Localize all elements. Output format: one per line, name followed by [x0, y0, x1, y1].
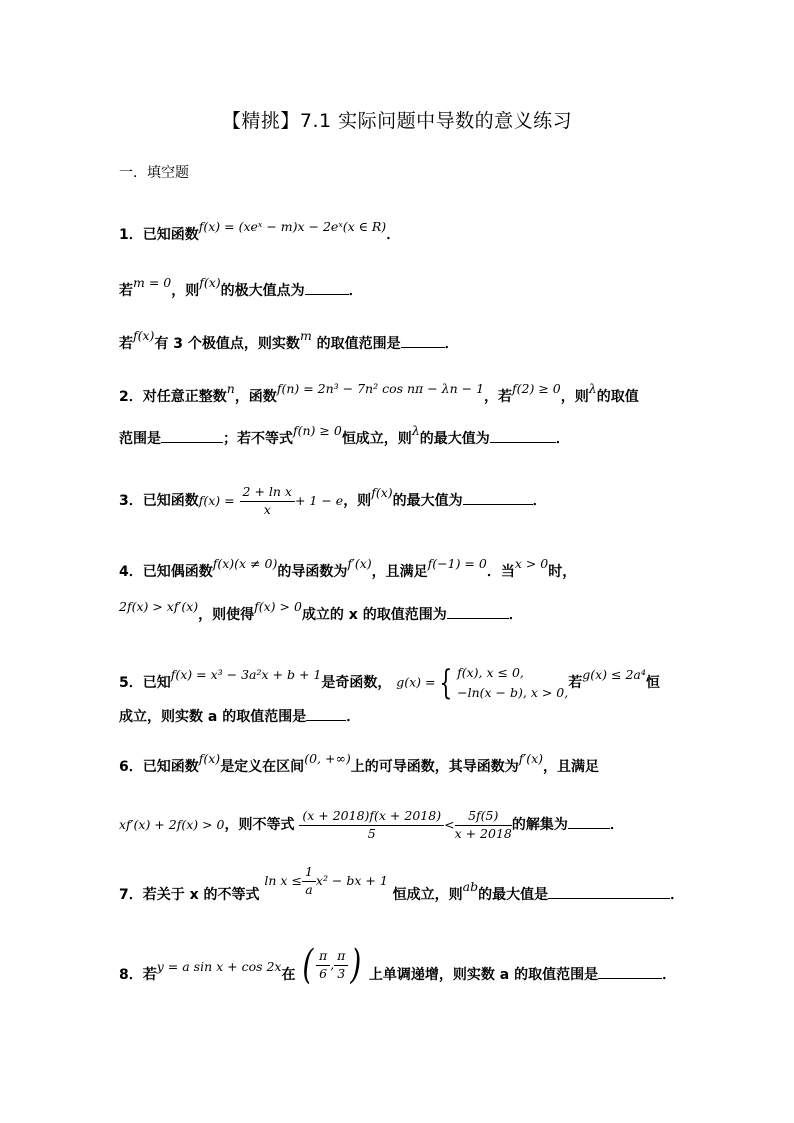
q3-lhs: f(x) =: [198, 493, 235, 508]
q7-fraction: [302, 866, 316, 896]
answer-blank[interactable]: [161, 430, 223, 443]
q4-text: ，且满足: [371, 564, 428, 580]
q7-numerator: 1: [302, 866, 316, 882]
page-title: 【精挑】7.1 实际问题中导数的意义练习: [221, 110, 573, 132]
q5-text: 若: [568, 675, 583, 691]
q7-product: ab: [462, 879, 479, 894]
q8-numerator-1: π: [316, 950, 330, 966]
q3-expression-rest: + 1 − e: [294, 493, 344, 508]
question-3-line-1: [119, 486, 547, 516]
question-4-line-1: [119, 556, 577, 580]
q1-suffix: ．: [386, 227, 401, 243]
q8-numerator-2: π: [334, 950, 348, 966]
q7-text: ．: [670, 887, 685, 903]
q8-text: ．: [662, 967, 677, 983]
question-5-line-1: [119, 663, 660, 703]
q7-text: 的最大值是: [478, 887, 549, 903]
q3-function: f(x): [371, 485, 393, 500]
question-8-line-1: [119, 942, 677, 995]
q6-text: ，则不等式: [224, 817, 295, 833]
q1-condition: m = 0: [133, 275, 172, 290]
q1-text: 的取值范围是: [311, 336, 401, 352]
answer-blank[interactable]: [447, 606, 509, 619]
q5-condition: g(x) ≤ 2a⁴: [582, 667, 646, 682]
q2-text: 的最大值为: [419, 431, 490, 447]
q6-less-than: <: [444, 817, 455, 832]
q1-text: ，则: [171, 283, 200, 299]
q2-variable: λ: [411, 423, 420, 438]
q6-fraction-left: [299, 810, 444, 840]
question-6-line-2: [119, 810, 624, 840]
q3-prefix: 3．已知函数: [119, 493, 199, 509]
q1-function: f(x): [199, 275, 221, 290]
q3-denominator: x: [263, 501, 271, 517]
q8-fraction-2: [334, 950, 348, 980]
answer-blank[interactable]: [306, 708, 346, 721]
q2-text: 范围是: [119, 431, 161, 447]
q6-prefix: 6．已知函数: [119, 759, 199, 775]
q2-variable: λ: [588, 381, 597, 396]
answer-blank[interactable]: [463, 492, 533, 505]
q6-numerator-right: 5f(5): [455, 810, 512, 826]
q3-text: ，则: [343, 493, 372, 509]
q6-condition: xf′(x) + 2f(x) > 0: [119, 817, 225, 832]
q1-text: ．: [348, 283, 363, 299]
q1-text: ．: [444, 336, 459, 352]
q4-text: 时，: [548, 564, 577, 580]
q6-fraction-right: [455, 810, 512, 840]
q4-condition: f(−1) = 0: [427, 556, 487, 571]
q6-text: 上的可导函数，其导函数为: [350, 759, 519, 775]
q7-prefix: 7．若关于 x 的不等式: [119, 887, 260, 903]
answer-blank[interactable]: [598, 966, 662, 979]
q4-function: f(x)(x ≠ 0): [212, 556, 278, 571]
q3-text: 的最大值为: [392, 493, 463, 509]
q2-text: ，函数: [234, 389, 277, 405]
q2-text: ；若不等式: [223, 431, 293, 447]
q4-text: 的导函数为: [277, 564, 348, 580]
q6-text: 的解集为: [511, 817, 568, 833]
q6-text: ．: [609, 817, 624, 833]
q5-text: 是奇函数，: [321, 675, 392, 691]
question-1-line-2: [119, 275, 363, 299]
q4-text: 成立的 x 的取值范围为: [301, 607, 447, 623]
q5-text: 成立，则实数 a 的取值范围是: [119, 709, 307, 725]
q7-text: 恒成立，则: [392, 887, 463, 903]
answer-blank[interactable]: [401, 335, 445, 348]
q1-variable: m: [299, 328, 312, 343]
q2-prefix: 2．对任意正整数: [119, 389, 227, 405]
answer-blank[interactable]: [568, 816, 610, 829]
q5-cases: [457, 663, 568, 703]
q2-condition: f(n) ≥ 0: [293, 423, 342, 438]
q6-text: ，且满足: [543, 759, 600, 775]
q5-prefix: 5．已知: [119, 675, 171, 691]
q5-case-1: f(x), x ≤ 0,: [457, 665, 524, 680]
q6-function: f(x): [198, 751, 221, 766]
q2-text: ，若: [484, 389, 513, 405]
q5-expression: f(x) = x³ − 3a²x + b + 1: [170, 667, 322, 682]
q5-piecewise: [396, 663, 568, 703]
q2-expression: f(n) = 2n³ − 7n² cos nπ − λn − 1: [276, 381, 485, 396]
answer-blank[interactable]: [490, 430, 556, 443]
question-6-line-1: [119, 751, 600, 775]
q5-g-lhs: g(x) =: [396, 674, 436, 690]
q4-inequality: 2f(x) > xf′(x): [119, 599, 199, 614]
q4-x-condition: x > 0: [514, 556, 549, 571]
q1-expression: f(x) = (xeˣ − m)x − 2eˣ(x ∈ R): [198, 219, 387, 234]
q8-prefix: 8．若: [119, 967, 157, 983]
q6-numerator-left: (x + 2018)f(x + 2018): [299, 810, 444, 826]
q4-text: ．: [508, 607, 523, 623]
question-1-line-3: [119, 328, 459, 352]
section-heading: 一．填空题: [119, 165, 189, 181]
q6-denominator-left: 5: [367, 825, 376, 841]
question-5-line-2: [119, 708, 360, 724]
q8-text: 在: [281, 967, 296, 983]
q2-text: ，则: [560, 389, 589, 405]
question-7-line-1: [119, 864, 685, 910]
q1-text: 的极大值点为: [220, 283, 305, 299]
q8-text: 上单调递增，则实数 a 的取值范围是: [368, 967, 599, 983]
q1-text: 有 3 个极值点，则实数: [154, 336, 300, 352]
q5-text: ．: [346, 709, 361, 725]
q8-interval: ( $\frac{\pi}{6}$ , $\frac{\pi}{3}$ ): [302, 942, 362, 988]
question-1-line-1: [119, 219, 401, 243]
q1-prefix: 1．已知函数: [119, 227, 199, 243]
q5-case-2: −ln(x − b), x > 0,: [457, 685, 569, 700]
q6-derivative: f′(x): [518, 751, 544, 766]
q4-text: ．当: [486, 564, 515, 580]
q5-text: 恒: [645, 675, 660, 691]
question-2-line-2: [119, 423, 570, 447]
q2-text: 恒成立，则: [341, 431, 412, 447]
q6-text: 是定义在区间: [220, 759, 305, 775]
q6-interval: (0, +∞): [304, 751, 351, 766]
q7-lhs: ln x ≤: [264, 873, 302, 888]
q8-denominator-1: 6: [319, 965, 328, 981]
q2-text: 的取值: [596, 389, 639, 405]
right-paren-icon: ): [350, 942, 362, 988]
q4-prefix: 4．已知偶函数: [119, 564, 213, 580]
q8-expression: y = a sin x + cos 2x: [156, 959, 282, 974]
q7-expression-rest: x² − bx + 1: [315, 873, 388, 888]
q8-denominator-2: 3: [337, 965, 346, 981]
q2-variable: n: [226, 381, 235, 396]
q6-denominator-right: x + 2018: [454, 825, 512, 841]
answer-blank[interactable]: [305, 282, 349, 295]
q3-fraction: [240, 486, 295, 516]
q1-text: 若: [119, 336, 133, 352]
q1-function: f(x): [133, 328, 155, 343]
q1-text: 若: [119, 283, 133, 299]
q3-numerator: 2 + ln x: [240, 486, 295, 502]
q4-derivative: f′(x): [347, 556, 372, 571]
q2-condition: f(2) ≥ 0: [512, 381, 561, 396]
q2-text: ．: [555, 431, 570, 447]
q4-text: ，则使得: [198, 607, 255, 623]
question-2-line-1: [119, 381, 639, 405]
q3-text: ．: [532, 493, 547, 509]
answer-blank[interactable]: [548, 886, 670, 899]
left-paren-icon: (: [302, 942, 314, 988]
question-4-line-2: [119, 599, 523, 623]
q4-condition: f(x) > 0: [254, 599, 302, 614]
q7-denominator: a: [305, 881, 313, 897]
left-brace-icon: {: [439, 663, 453, 703]
q8-fraction-1: [316, 950, 330, 980]
